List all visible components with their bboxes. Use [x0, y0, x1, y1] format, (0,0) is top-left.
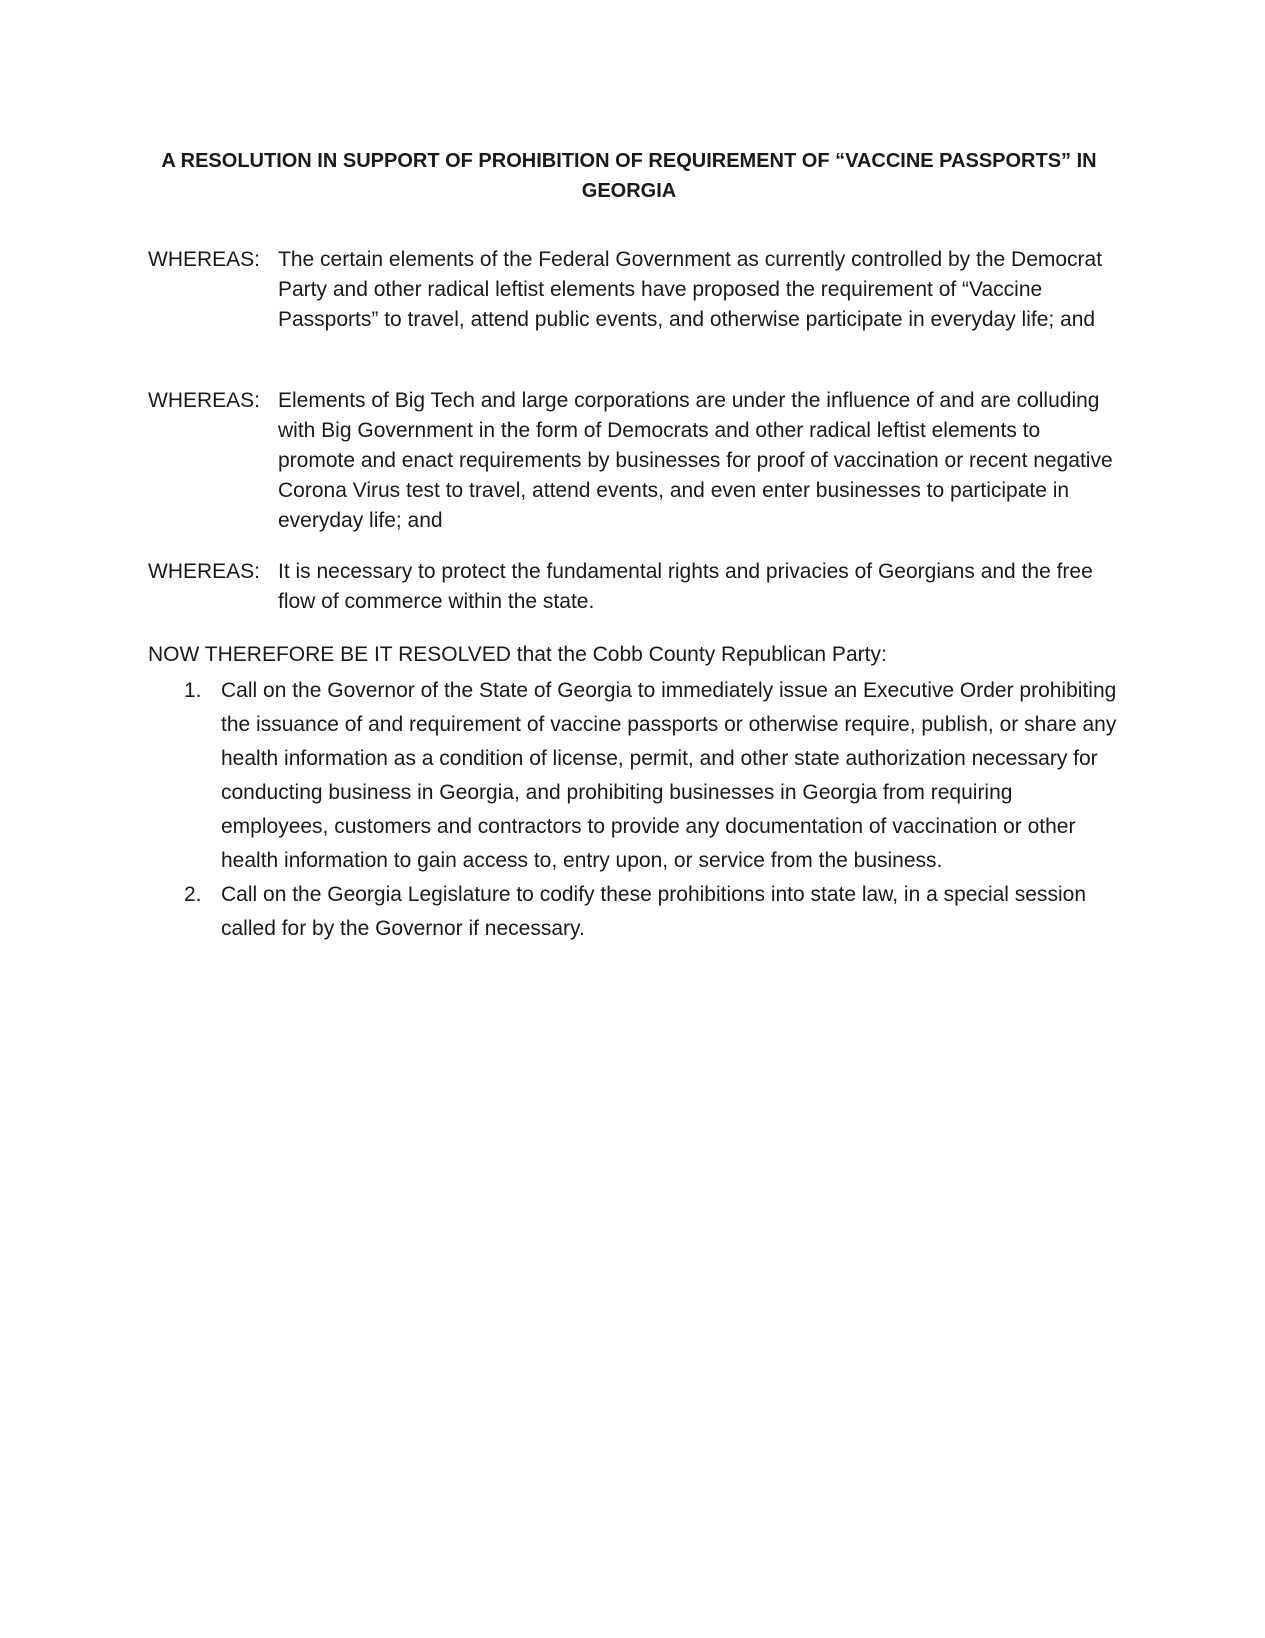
resolution-title: A RESOLUTION IN SUPPORT OF PROHIBITION OF REQUIREMENT OF “VACCINE PASSPORTS” IN GEORGIA — [161, 150, 1097, 202]
resolved-list — [148, 674, 1118, 946]
resolved-item-text: Call on the Georgia Legislature to codify these prohibitions into state law, in a special session called for by the Governor if necessary. — [221, 883, 1086, 940]
resolved-item-text: Call on the Governor of the State of Georgia to immediately issue an Executive Order prohibiting the issuance of and requirement of vaccine passports or otherwise require, publish, or share any health information as a condition of license, permit, and other state authorization necessary for conducting business in Georgia, and prohibiting businesses in Georgia from requiring employees, customers and contractors to provide any documentation of vaccination or other health information to gain access to, entry upon, or service from the business. — [221, 679, 1117, 872]
whereas-text: It is necessary to protect the fundamental rights and privacies of Georgians and the free flow of commerce within the state. — [278, 560, 1093, 613]
whereas-text: The certain elements of the Federal Government as currently controlled by the Democrat Party and other radical leftist elements have proposed the requirement of “Vaccine Passports” to travel, attend public events, and otherwise participate in everyday life; and — [278, 248, 1103, 331]
resolved-item — [148, 878, 1118, 946]
resolved-item-number: 1. — [184, 679, 202, 702]
whereas-clause — [148, 245, 1118, 367]
whereas-text: Elements of Big Tech and large corporations are under the influence of and are colluding with Big Government in the form of Democrats and other radical leftist elements to promote and enact requirements by businesses for proof of vaccination or recent negative Corona Virus test to travel, attend events, and even enter businesses to participate in everyday life; and — [278, 389, 1113, 532]
resolved-item — [148, 674, 1118, 878]
whereas-label: WHEREAS: — [148, 560, 261, 583]
resolved-item-number: 2. — [184, 883, 202, 906]
whereas-clause — [148, 557, 1118, 619]
whereas-label: WHEREAS: — [148, 248, 261, 271]
resolved-intro: NOW THEREFORE BE IT RESOLVED that the Cobb County Republican Party: — [148, 643, 887, 666]
whereas-clause — [148, 386, 1118, 538]
whereas-label: WHEREAS: — [148, 389, 261, 412]
